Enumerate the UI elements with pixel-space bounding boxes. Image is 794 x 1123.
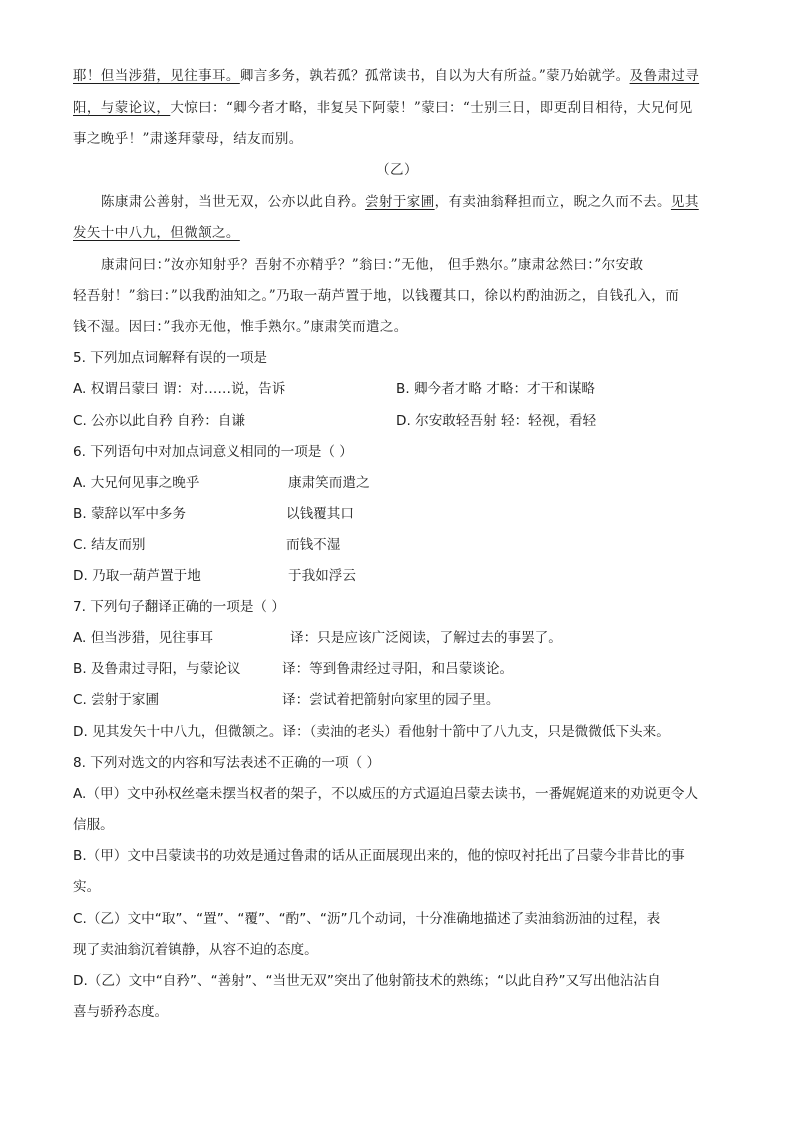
question-7-option-a-translation: 译：只是应该广泛阅读，了解过去的事罢了。 [290,630,562,646]
question-8-option-b-line-1: B.（甲）文中吕蒙读书的功效是通过鲁肃的话从正面展现出来的，他的惊叹衬托出了吕蒙今非昔比的事 [73,848,685,864]
question-7-option-c-translation: 译：尝试着把箭射向家里的园子里。 [282,692,500,708]
underlined-phrase: 阳，与蒙论议， [73,100,171,116]
passage-text: ，有卖油翁释担而立，睨之久而不去。 [434,194,671,210]
question-6-option-a-left: A. 大兄何见事之晚乎 [73,475,200,491]
yi-passage-line-2 [73,223,240,243]
question-6-option-b-left: B. 蒙辞以军中多务 [73,506,187,522]
question-8-option-d-line-2: 喜与骄矜态度。 [73,1004,169,1020]
underlined-phrase: 尝射于家圃 [365,194,435,210]
question-7-option-b-sentence: B. 及鲁肃过寻阳，与蒙论议 [73,661,241,677]
question-6-stem: 6. 下列语句中对加点词意义相同的一项是（ ） [73,444,353,460]
question-6-option-b-right: 以钱覆其口 [286,506,354,522]
question-7-option-b-translation: 译：等到鲁肃经过寻阳，和吕蒙谈论。 [282,661,514,677]
yi-passage-line-3: 康肃问曰：”汝亦知射乎？吾射不亦精乎？”翁曰：”无他， 但手熟尔。”康肃忿然曰：”尔安敢 [101,257,644,273]
passage-text: 大惊曰：“卿今者才略，非复吴下阿蒙！”蒙曰：“士别三日，即更刮目相待，大兄何见 [170,100,693,116]
question-8-option-c-line-1: C.（乙）文中“取”、“置”、“覆”、“酌”、“沥”几个动词，十分准确地描述了卖油翁沥油的过程，表 [73,911,661,927]
question-7-option-c-sentence: C. 尝射于家圃 [73,692,160,708]
jia-passage-line-2 [73,98,693,118]
question-6-option-c-right: 而钱不湿 [286,537,341,553]
passage-text: 卿言多务，孰若孤？孤常读书，自以为大有所益。”蒙乃始就学。 [239,68,630,84]
question-5-option-c: C. 公亦以此自矜 自矜：自谦 [73,413,245,429]
question-5-option-a: A. 权谓吕蒙曰 谓：对……说，告诉 [73,381,286,397]
passage-text: 陈康肃公善射，当世无双，公亦以此自矜。 [101,194,366,210]
question-8-option-a-line-1: A.（甲）文中孙权丝毫未摆当权者的架子，不以威压的方式逼迫吕蒙去读书，一番娓娓道来的劝说更令人 [73,786,699,802]
jia-passage-line-3: 事之晚乎！”肃遂拜蒙母，结友而别。 [73,131,303,147]
underlined-phrase: 见其 [670,194,699,210]
question-6-option-d-left: D. 乃取一葫芦置于地 [73,568,201,584]
yi-passage-line-1 [101,192,699,212]
question-8-option-c-line-2: 现了卖油翁沉着镇静，从容不迫的态度。 [73,942,318,958]
question-5-option-d: D. 尔安敢轻吾射 轻：轻视，看轻 [396,413,597,429]
question-6-option-a-right: 康肃笑而遣之 [288,475,370,491]
question-8-option-a-line-2: 信服。 [73,817,114,833]
question-8-option-b-line-2: 实。 [73,879,101,895]
underlined-phrase: 发矢十中八九，但微颔之。 [73,225,240,241]
question-7-stem: 7. 下列句子翻译正确的一项是（ ） [73,599,285,615]
question-7-option-d: D. 见其发矢十中八九，但微颔之。译：（卖油的老头）看他射十箭中了八九支，只是微微低下头来。 [73,724,670,740]
question-7-option-a-sentence: A. 但当涉猎，见往事耳 [73,630,214,646]
underlined-phrase: 及鲁肃过寻 [629,68,700,84]
yi-heading: （乙） [376,162,418,178]
question-6-option-d-right: 于我如浮云 [288,568,356,584]
yi-passage-line-4: 轻吾射！”翁曰：”以我酌油知之。”乃取一葫芦置于地，以钱覆其口，徐以杓酌油沥之，自钱孔入，而 [73,288,680,304]
jia-passage-line-1 [73,66,699,86]
question-8-stem: 8. 下列对选文的内容和写法表述不正确的一项（ ） [73,755,381,771]
question-5-stem: 5. 下列加点词解释有误的一项是 [73,350,268,366]
question-6-option-c-left: C. 结友而别 [73,537,146,553]
question-5-option-b: B. 卿今者才略 才略：才干和谋略 [396,381,596,397]
underlined-phrase: 耶！但当涉猎，见往事耳。 [73,68,240,84]
yi-passage-line-5: 钱不湿。因曰：”我亦无他，惟手熟尔。”康肃笑而遣之。 [73,319,408,335]
question-8-option-d-line-1: D.（乙）文中“自矜”、“善射”、“当世无双”突出了他射箭技术的熟练；“以此自矜”又写出他沾沾自 [73,973,661,989]
